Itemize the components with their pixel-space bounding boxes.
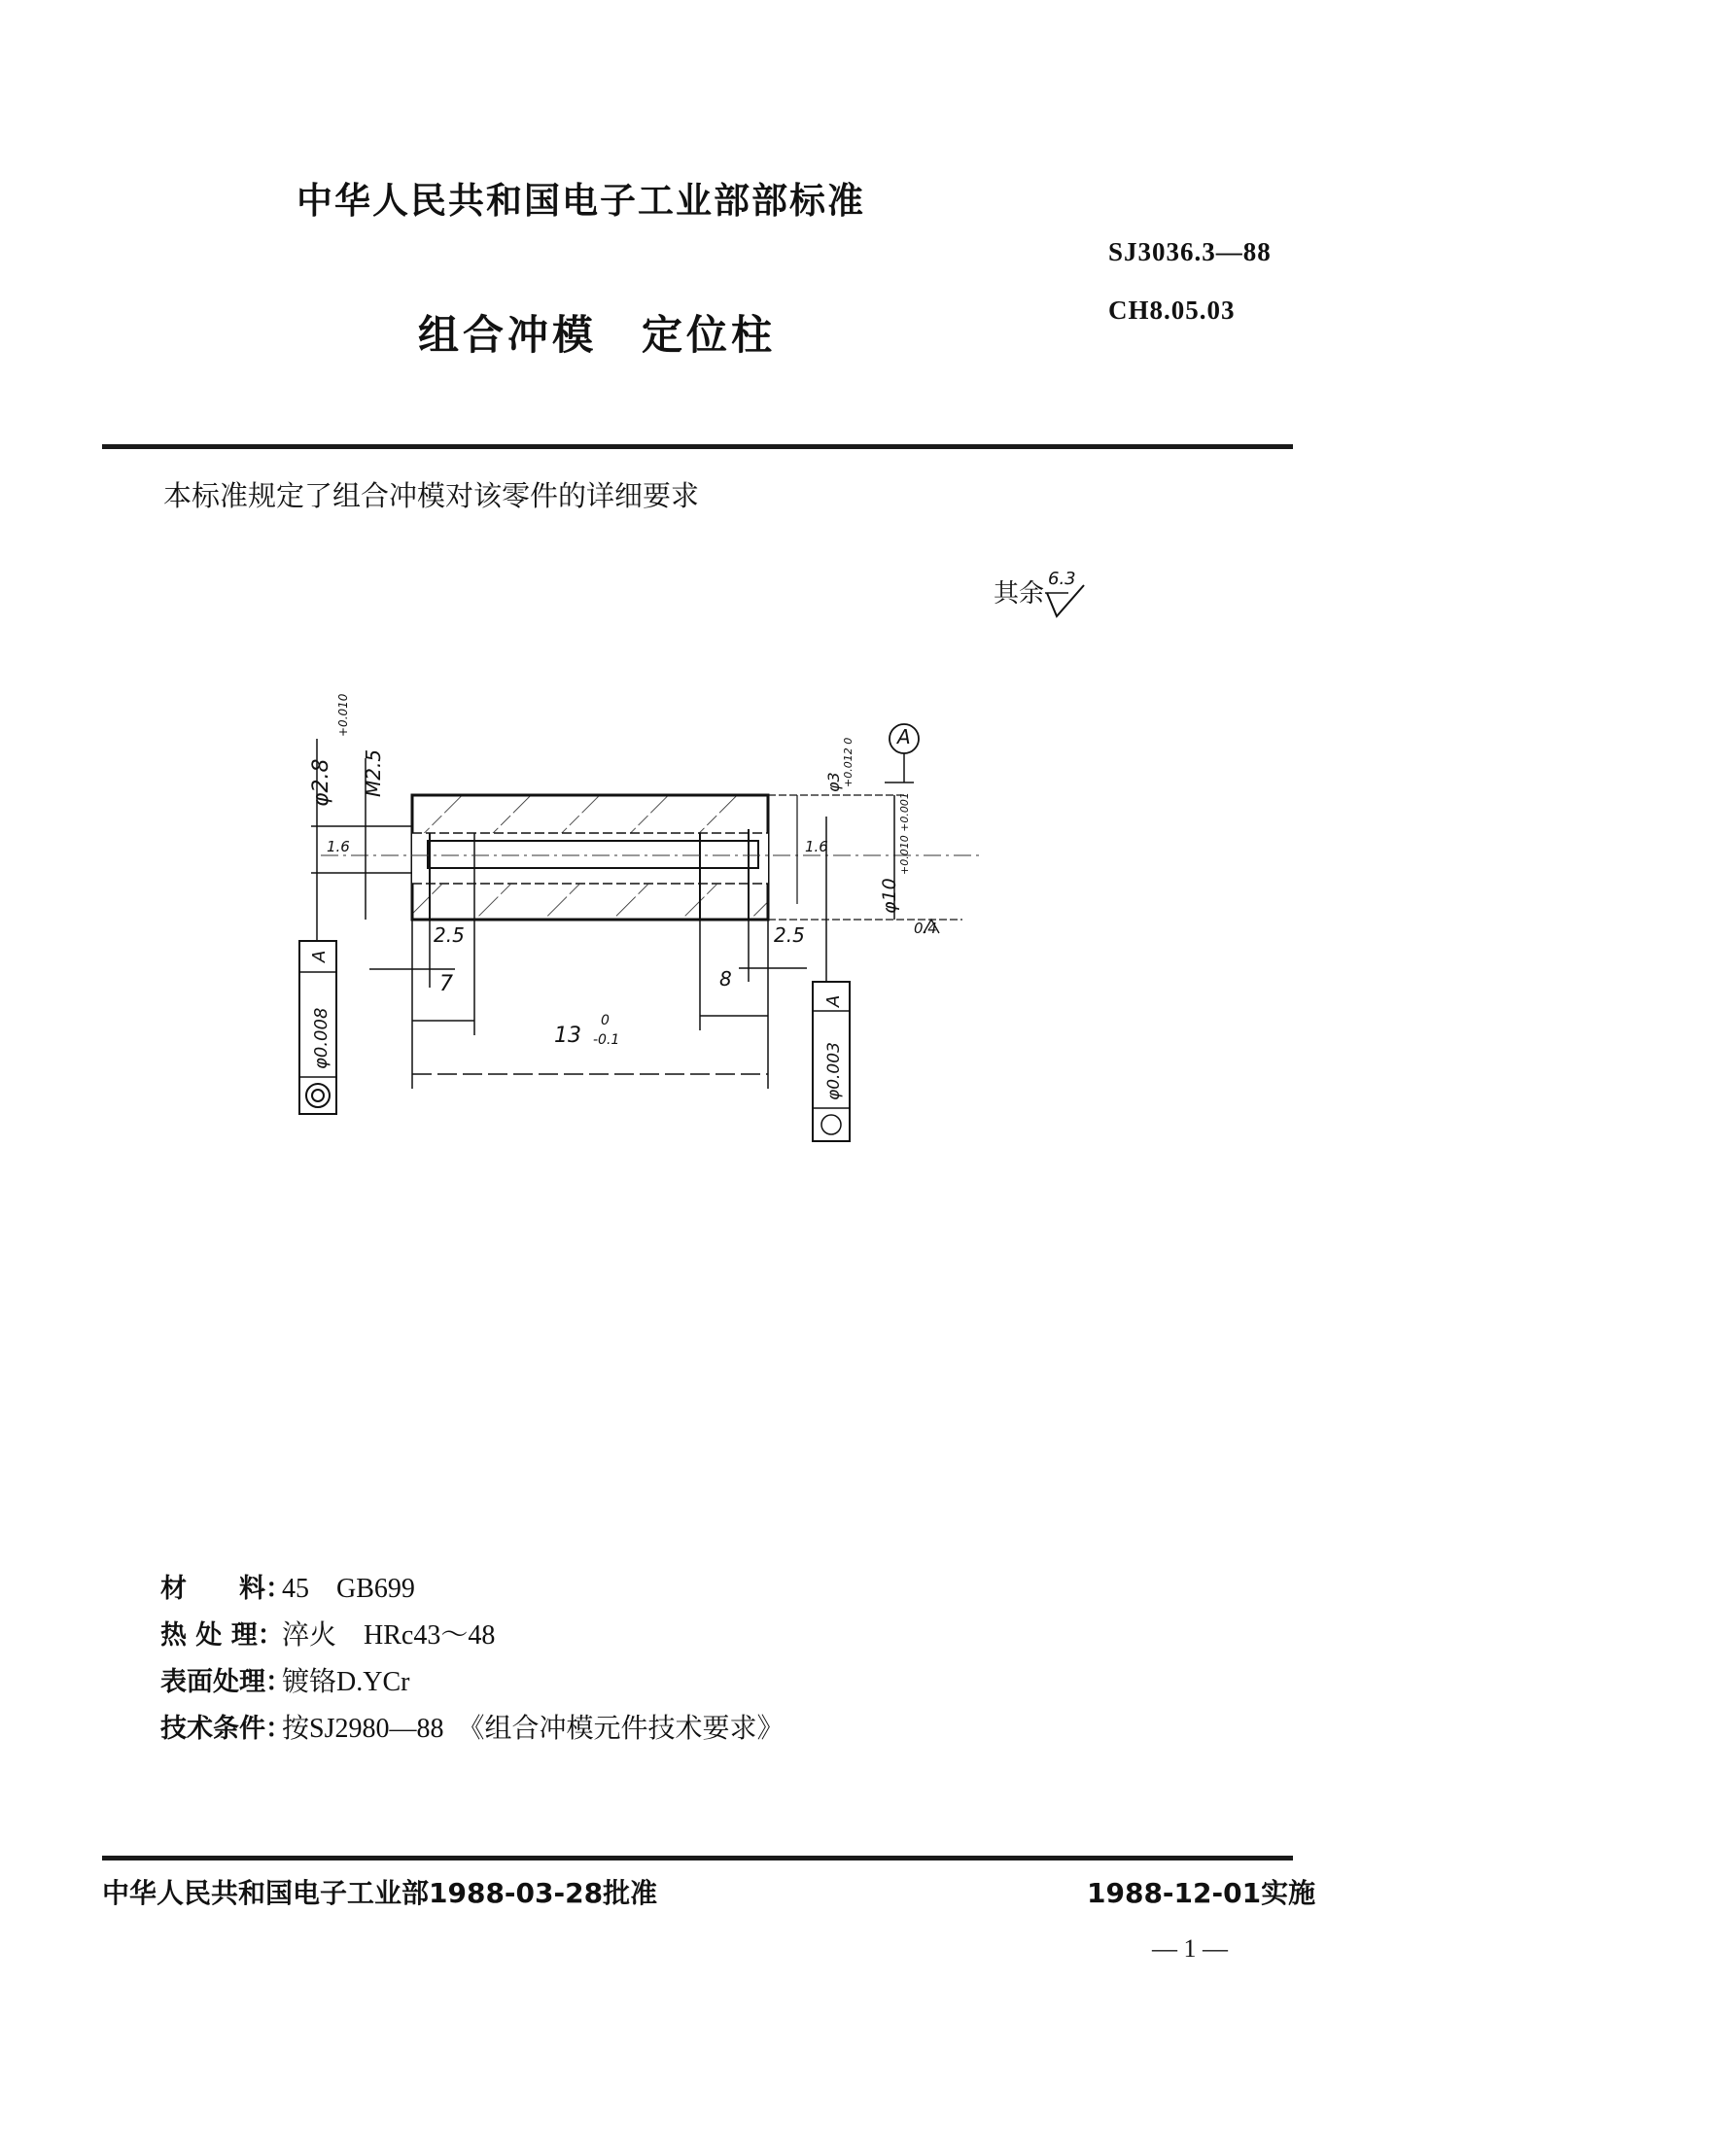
roughness-note-label: 其余	[994, 579, 1045, 609]
roughness-bottom: 0.4	[914, 920, 937, 937]
spec-value: 淬火 HRc43～48	[282, 1620, 496, 1651]
fcf-right-datum: A	[823, 994, 844, 1007]
spec-value: 按SJ2980—88 《组合冲模元件技术要求》	[282, 1714, 785, 1744]
dim-length-left: 7	[439, 972, 453, 996]
dim-small-diameter: φ3	[824, 772, 843, 792]
dim-hole-tolerance: +0.010	[336, 693, 350, 737]
spec-value: 45 GB699	[282, 1574, 415, 1604]
dim-outer-tolerance: +0.010 +0.001	[898, 792, 911, 875]
fcf-left-tolerance: φ0.008	[311, 1007, 332, 1069]
spec-label: 表面处理：	[160, 1667, 292, 1697]
roughness-left: 1.6	[327, 838, 350, 855]
spec-material	[160, 1567, 415, 1606]
spec-label: 材 料：	[160, 1574, 292, 1604]
issuing-organization: 中华人民共和国电子工业部部标准	[297, 180, 865, 222]
roughness-symbol-icon	[1045, 583, 1094, 622]
header-divider	[102, 444, 1293, 449]
dim-hole-diameter: φ2.8	[309, 758, 333, 807]
dim-total-tol-up: 0	[601, 1013, 610, 1028]
standard-code: SJ3036.3—88	[1108, 237, 1272, 266]
dim-chamfer-right: 2.5	[774, 923, 805, 947]
roughness-note-value: 6.3	[1048, 569, 1076, 589]
datum-label: A	[897, 725, 911, 748]
dim-thread: M2.5	[362, 748, 385, 797]
spec-technical-conditions	[160, 1707, 784, 1746]
dim-small-tolerance: +0.012 0	[842, 737, 855, 787]
spec-heat-treatment	[160, 1614, 495, 1652]
approval-line: 中华人民共和国电子工业部1988-03-28批准	[102, 1877, 658, 1909]
dim-total-tol-low: -0.1	[593, 1032, 620, 1048]
effective-date: 1988-12-01实施	[1087, 1877, 1316, 1909]
fcf-left-datum: A	[309, 950, 330, 962]
dim-total-length: 13	[554, 1024, 581, 1048]
spec-label: 热 处 理：	[160, 1620, 284, 1651]
technical-drawing	[282, 700, 982, 1147]
intro-text: 本标准规定了组合冲模对该零件的详细要求	[163, 479, 700, 512]
dim-outer-diameter: φ10	[879, 878, 900, 914]
dim-chamfer-left: 2.5	[434, 923, 465, 947]
spec-surface-treatment	[160, 1660, 409, 1699]
document-title: 组合冲模 定位柱	[418, 311, 777, 359]
dim-length-right: 8	[719, 967, 732, 991]
roughness-right: 1.6	[805, 838, 828, 855]
spec-value: 镀铬D.YCr	[282, 1667, 410, 1697]
footer-divider	[102, 1856, 1293, 1860]
spec-label: 技术条件：	[160, 1714, 292, 1744]
part-code: CH8.05.03	[1108, 296, 1236, 325]
fcf-right-tolerance: φ0.003	[824, 1042, 844, 1100]
page-number: — 1 —	[1152, 1934, 1228, 1963]
